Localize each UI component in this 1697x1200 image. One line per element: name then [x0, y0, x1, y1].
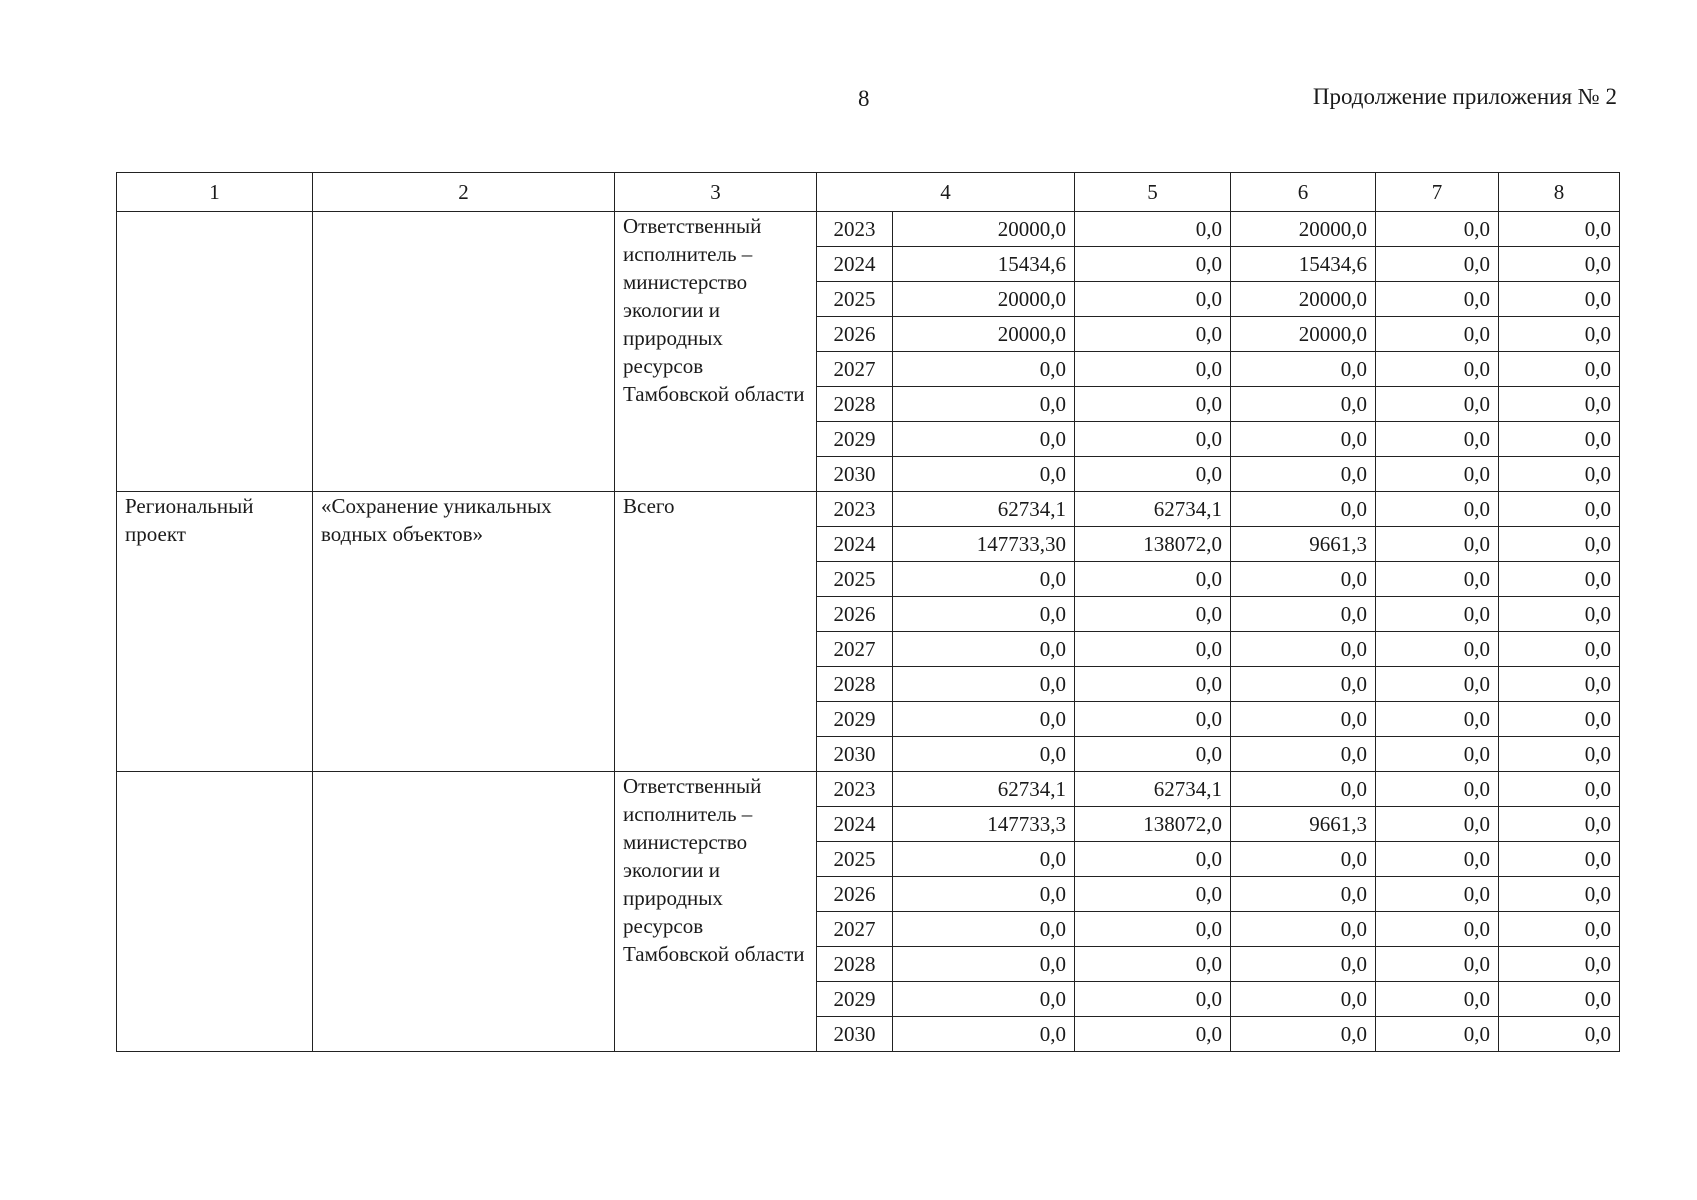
column-header-2: 2 [313, 173, 615, 212]
amount-cell-col4: 0,0 [893, 562, 1075, 597]
amount-cell-col8: 0,0 [1499, 982, 1620, 1017]
amount-cell-col4: 147733,30 [893, 527, 1075, 562]
amount-cell-col8: 0,0 [1499, 597, 1620, 632]
row-label-program-name [313, 212, 615, 492]
year-cell: 2023 [817, 772, 893, 807]
amount-cell-col7: 0,0 [1376, 562, 1499, 597]
amount-cell-col4: 0,0 [893, 842, 1075, 877]
amount-cell-col4: 0,0 [893, 422, 1075, 457]
row-label-program-type [117, 212, 313, 492]
column-header-1: 1 [117, 173, 313, 212]
amount-cell-col8: 0,0 [1499, 212, 1620, 247]
amount-cell-col8: 0,0 [1499, 527, 1620, 562]
amount-cell-col5: 0,0 [1075, 737, 1231, 772]
amount-cell-col8: 0,0 [1499, 912, 1620, 947]
row-label-program-type: Региональный проект [117, 492, 313, 772]
amount-cell-col8: 0,0 [1499, 387, 1620, 422]
amount-cell-col8: 0,0 [1499, 492, 1620, 527]
amount-cell-col6: 0,0 [1231, 632, 1376, 667]
amount-cell-col5: 0,0 [1075, 562, 1231, 597]
amount-cell-col4: 15434,6 [893, 247, 1075, 282]
amount-cell-col5: 0,0 [1075, 212, 1231, 247]
amount-cell-col6: 0,0 [1231, 772, 1376, 807]
amount-cell-col8: 0,0 [1499, 422, 1620, 457]
column-header-4: 4 [817, 173, 1075, 212]
amount-cell-col8: 0,0 [1499, 807, 1620, 842]
column-header-7: 7 [1376, 173, 1499, 212]
table-row [117, 212, 1620, 247]
amount-cell-col5: 62734,1 [1075, 772, 1231, 807]
amount-cell-col6: 0,0 [1231, 492, 1376, 527]
amount-cell-col7: 0,0 [1376, 457, 1499, 492]
column-header-5: 5 [1075, 173, 1231, 212]
amount-cell-col5: 0,0 [1075, 317, 1231, 352]
row-label-responsible: Ответственный исполнитель – министерство экологии и природных ресурсов Тамбовской области [615, 772, 817, 1052]
amount-cell-col8: 0,0 [1499, 667, 1620, 702]
amount-cell-col7: 0,0 [1376, 1017, 1499, 1052]
year-cell: 2029 [817, 982, 893, 1017]
row-label-responsible: Всего [615, 492, 817, 772]
amount-cell-col6: 0,0 [1231, 912, 1376, 947]
year-cell: 2026 [817, 597, 893, 632]
amount-cell-col8: 0,0 [1499, 562, 1620, 597]
year-cell: 2027 [817, 352, 893, 387]
amount-cell-col5: 138072,0 [1075, 807, 1231, 842]
amount-cell-col4: 147733,3 [893, 807, 1075, 842]
amount-cell-col6: 0,0 [1231, 737, 1376, 772]
year-cell: 2030 [817, 457, 893, 492]
year-cell: 2024 [817, 527, 893, 562]
year-cell: 2029 [817, 422, 893, 457]
amount-cell-col6: 0,0 [1231, 457, 1376, 492]
year-cell: 2023 [817, 212, 893, 247]
amount-cell-col8: 0,0 [1499, 842, 1620, 877]
amount-cell-col6: 20000,0 [1231, 282, 1376, 317]
amount-cell-col4: 0,0 [893, 877, 1075, 912]
amount-cell-col5: 0,0 [1075, 877, 1231, 912]
amount-cell-col4: 0,0 [893, 702, 1075, 737]
year-cell: 2026 [817, 317, 893, 352]
year-cell: 2024 [817, 807, 893, 842]
amount-cell-col8: 0,0 [1499, 457, 1620, 492]
amount-cell-col7: 0,0 [1376, 422, 1499, 457]
amount-cell-col4: 62734,1 [893, 492, 1075, 527]
column-header-3: 3 [615, 173, 817, 212]
amount-cell-col4: 0,0 [893, 457, 1075, 492]
table-row [117, 492, 1620, 527]
amount-cell-col8: 0,0 [1499, 1017, 1620, 1052]
amount-cell-col7: 0,0 [1376, 982, 1499, 1017]
year-cell: 2028 [817, 387, 893, 422]
year-cell: 2025 [817, 562, 893, 597]
amount-cell-col7: 0,0 [1376, 317, 1499, 352]
amount-cell-col7: 0,0 [1376, 947, 1499, 982]
amount-cell-col5: 0,0 [1075, 387, 1231, 422]
amount-cell-col6: 0,0 [1231, 842, 1376, 877]
amount-cell-col7: 0,0 [1376, 912, 1499, 947]
amount-cell-col4: 62734,1 [893, 772, 1075, 807]
amount-cell-col8: 0,0 [1499, 877, 1620, 912]
funding-table [116, 172, 1620, 1052]
amount-cell-col7: 0,0 [1376, 352, 1499, 387]
amount-cell-col6: 0,0 [1231, 702, 1376, 737]
amount-cell-col4: 0,0 [893, 737, 1075, 772]
amount-cell-col4: 0,0 [893, 1017, 1075, 1052]
year-cell: 2025 [817, 282, 893, 317]
column-header-6: 6 [1231, 173, 1376, 212]
amount-cell-col4: 0,0 [893, 667, 1075, 702]
amount-cell-col6: 0,0 [1231, 1017, 1376, 1052]
amount-cell-col6: 0,0 [1231, 947, 1376, 982]
column-header-8: 8 [1499, 173, 1620, 212]
amount-cell-col4: 20000,0 [893, 282, 1075, 317]
amount-cell-col7: 0,0 [1376, 842, 1499, 877]
year-cell: 2028 [817, 947, 893, 982]
amount-cell-col4: 20000,0 [893, 317, 1075, 352]
amount-cell-col7: 0,0 [1376, 632, 1499, 667]
funding-table-body [117, 212, 1620, 1052]
amount-cell-col4: 0,0 [893, 387, 1075, 422]
row-label-program-type [117, 772, 313, 1052]
amount-cell-col8: 0,0 [1499, 317, 1620, 352]
amount-cell-col5: 138072,0 [1075, 527, 1231, 562]
year-cell: 2027 [817, 912, 893, 947]
year-cell: 2028 [817, 667, 893, 702]
year-cell: 2030 [817, 1017, 893, 1052]
amount-cell-col5: 0,0 [1075, 247, 1231, 282]
amount-cell-col7: 0,0 [1376, 807, 1499, 842]
amount-cell-col8: 0,0 [1499, 947, 1620, 982]
amount-cell-col5: 0,0 [1075, 457, 1231, 492]
amount-cell-col6: 9661,3 [1231, 527, 1376, 562]
amount-cell-col5: 62734,1 [1075, 492, 1231, 527]
row-label-program-name: «Сохранение уникальных водных объектов» [313, 492, 615, 772]
amount-cell-col5: 0,0 [1075, 352, 1231, 387]
amount-cell-col4: 0,0 [893, 597, 1075, 632]
row-label-responsible: Ответственный исполнитель – министерство экологии и природных ресурсов Тамбовской области [615, 212, 817, 492]
amount-cell-col6: 20000,0 [1231, 317, 1376, 352]
amount-cell-col4: 0,0 [893, 632, 1075, 667]
year-cell: 2029 [817, 702, 893, 737]
amount-cell-col5: 0,0 [1075, 422, 1231, 457]
amount-cell-col6: 0,0 [1231, 667, 1376, 702]
amount-cell-col6: 0,0 [1231, 597, 1376, 632]
appendix-continuation-note: Продолжение приложения № 2 [1312, 84, 1617, 109]
amount-cell-col6: 0,0 [1231, 982, 1376, 1017]
amount-cell-col7: 0,0 [1376, 702, 1499, 737]
amount-cell-col6: 9661,3 [1231, 807, 1376, 842]
year-cell: 2026 [817, 877, 893, 912]
amount-cell-col5: 0,0 [1075, 632, 1231, 667]
amount-cell-col7: 0,0 [1376, 247, 1499, 282]
amount-cell-col5: 0,0 [1075, 597, 1231, 632]
year-cell: 2030 [817, 737, 893, 772]
amount-cell-col8: 0,0 [1499, 632, 1620, 667]
year-cell: 2024 [817, 247, 893, 282]
amount-cell-col8: 0,0 [1499, 702, 1620, 737]
year-cell: 2025 [817, 842, 893, 877]
column-number-header-row [117, 173, 1620, 212]
amount-cell-col5: 0,0 [1075, 282, 1231, 317]
amount-cell-col5: 0,0 [1075, 667, 1231, 702]
year-cell: 2027 [817, 632, 893, 667]
amount-cell-col5: 0,0 [1075, 842, 1231, 877]
amount-cell-col7: 0,0 [1376, 527, 1499, 562]
amount-cell-col8: 0,0 [1499, 282, 1620, 317]
amount-cell-col4: 0,0 [893, 947, 1075, 982]
amount-cell-col4: 0,0 [893, 352, 1075, 387]
amount-cell-col7: 0,0 [1376, 737, 1499, 772]
amount-cell-col6: 0,0 [1231, 562, 1376, 597]
amount-cell-col5: 0,0 [1075, 702, 1231, 737]
amount-cell-col7: 0,0 [1376, 492, 1499, 527]
amount-cell-col8: 0,0 [1499, 352, 1620, 387]
amount-cell-col7: 0,0 [1376, 387, 1499, 422]
amount-cell-col8: 0,0 [1499, 737, 1620, 772]
amount-cell-col5: 0,0 [1075, 982, 1231, 1017]
amount-cell-col5: 0,0 [1075, 1017, 1231, 1052]
amount-cell-col6: 0,0 [1231, 877, 1376, 912]
amount-cell-col7: 0,0 [1376, 772, 1499, 807]
amount-cell-col4: 0,0 [893, 912, 1075, 947]
amount-cell-col6: 0,0 [1231, 387, 1376, 422]
amount-cell-col7: 0,0 [1376, 877, 1499, 912]
amount-cell-col6: 15434,6 [1231, 247, 1376, 282]
amount-cell-col4: 0,0 [893, 982, 1075, 1017]
amount-cell-col7: 0,0 [1376, 212, 1499, 247]
amount-cell-col6: 0,0 [1231, 422, 1376, 457]
amount-cell-col7: 0,0 [1376, 667, 1499, 702]
amount-cell-col5: 0,0 [1075, 947, 1231, 982]
amount-cell-col5: 0,0 [1075, 912, 1231, 947]
table-row [117, 772, 1620, 807]
amount-cell-col8: 0,0 [1499, 772, 1620, 807]
amount-cell-col8: 0,0 [1499, 247, 1620, 282]
row-label-program-name [313, 772, 615, 1052]
page-number: 8 [858, 86, 870, 111]
amount-cell-col7: 0,0 [1376, 282, 1499, 317]
amount-cell-col4: 20000,0 [893, 212, 1075, 247]
amount-cell-col6: 0,0 [1231, 352, 1376, 387]
amount-cell-col6: 20000,0 [1231, 212, 1376, 247]
year-cell: 2023 [817, 492, 893, 527]
amount-cell-col7: 0,0 [1376, 597, 1499, 632]
